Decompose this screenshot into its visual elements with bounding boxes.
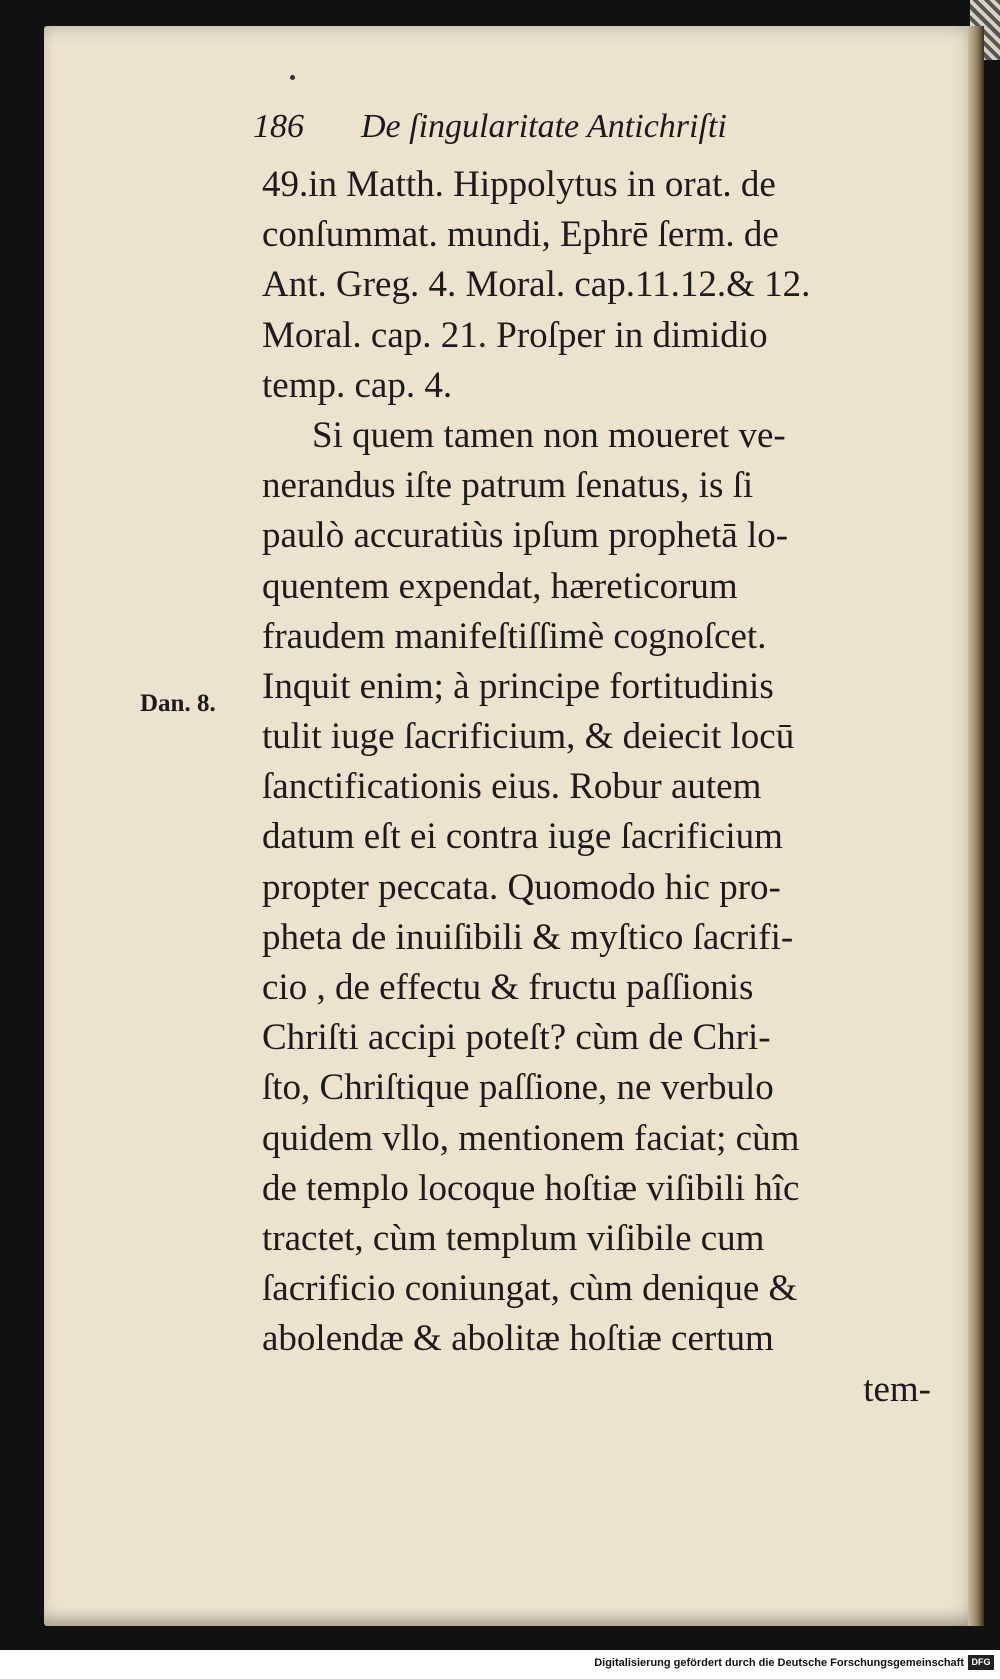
text-line: Moral. cap. 21. Proſper in dimidio bbox=[262, 314, 768, 356]
text-line: Inquit enim; à principe fortitudinis bbox=[262, 665, 774, 707]
text-line: ſanctificationis eius. Robur autem bbox=[262, 766, 762, 808]
text-line: fraudem manifeſtiſſimè cognoſcet. bbox=[262, 615, 767, 657]
text-line: ſacrificio coniungat, cùm denique & bbox=[262, 1268, 798, 1310]
dfg-logo-icon: DFG bbox=[968, 1655, 994, 1670]
text-line: ſto, Chriſtique paſſione, ne verbulo bbox=[262, 1067, 774, 1109]
text-line: propter peccata. Quomodo hic pro- bbox=[262, 866, 781, 908]
text-line: datum eſt ei contra iuge ſacrificium bbox=[262, 816, 783, 858]
text-line: de templo locoque hoſtiæ viſibili hîc bbox=[262, 1167, 800, 1209]
text-line: temp. cap. 4. bbox=[262, 364, 453, 406]
text-line: Ant. Greg. 4. Moral. cap.11.12.& 12. bbox=[262, 264, 811, 306]
ink-speck bbox=[290, 75, 295, 80]
text-line: 49.in Matth. Hippolytus in orat. de bbox=[262, 164, 776, 205]
text-line: Si quem tamen non moueret ve- bbox=[312, 414, 786, 456]
text-line: Chriſti accipi poteſt? cùm de Chri- bbox=[262, 1017, 771, 1059]
text-line: abolendæ & abolitæ hoſtiæ certum bbox=[262, 1318, 774, 1360]
text-line: pheta de inuiſibili & myſtico ſacrifi- bbox=[262, 916, 794, 958]
page-edge bbox=[968, 26, 984, 1626]
text-line: paulò accuratiùs ipſum prophetā lo- bbox=[262, 515, 789, 557]
funding-credit: Digitalisierung gefördert durch die Deutsche Forschungsgemeinschaft bbox=[594, 1657, 964, 1669]
page-number: 186 bbox=[253, 108, 304, 145]
running-title: De ſingularitate Antichriſti bbox=[361, 108, 727, 145]
text-line: tractet, cùm templum viſibile cum bbox=[262, 1217, 765, 1259]
body-text bbox=[262, 160, 937, 1415]
text-line: quentem expendat, hæreticorum bbox=[262, 565, 738, 607]
margin-note: Dan. 8. bbox=[140, 690, 216, 717]
catchword: tem- bbox=[863, 1368, 931, 1410]
text-line: quidem vllo, mentionem faciat; cùm bbox=[262, 1117, 800, 1159]
text-line: tulit iuge ſacrificium, & deiecit locū bbox=[262, 716, 795, 758]
page-header bbox=[253, 108, 813, 154]
text-line: cio , de effectu & fructu paſſionis bbox=[262, 967, 754, 1008]
text-line: conſummat. mundi, Ephrē ſerm. de bbox=[262, 214, 779, 256]
text-line: nerandus iſte patrum ſenatus, is ſi bbox=[262, 465, 754, 507]
